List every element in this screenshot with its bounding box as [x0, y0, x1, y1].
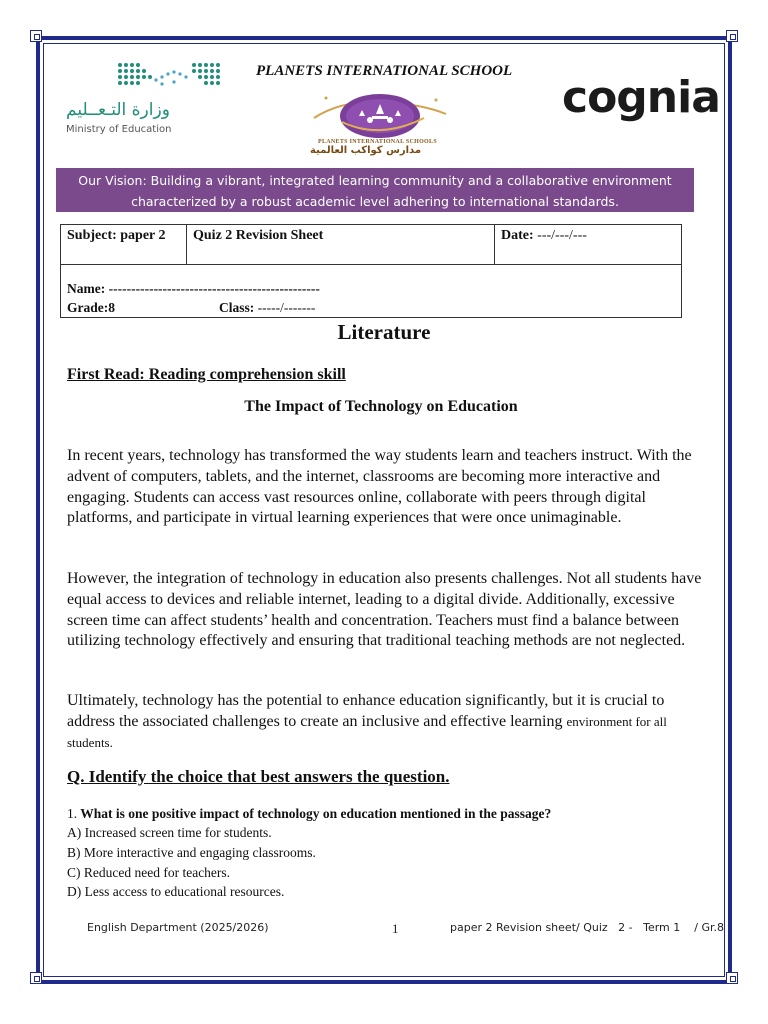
- class-label: Class:: [219, 300, 255, 315]
- grade-field: Grade:8: [67, 300, 115, 315]
- student-info-table: [60, 224, 682, 318]
- class-value: -----/-------: [257, 300, 316, 315]
- question-1-option-b: B) More interactive and engaging classrooms.: [67, 845, 316, 860]
- question-1-option-c: C) Reduced need for teachers.: [67, 865, 231, 880]
- ministry-name-arabic: وزارة التـعــليم: [66, 100, 170, 120]
- question-1: [67, 806, 551, 822]
- footer-page-number: 1: [392, 921, 399, 936]
- question-1-option-a: A) Increased screen time for students.: [67, 825, 272, 840]
- ministry-name-english: Ministry of Education: [66, 124, 172, 135]
- passage-paragraph-1: In recent years, technology has transformed the way students learn and teachers instruct. With the advent of computers, tablets, and the internet, classrooms are becoming more interactive and engaging. Students can access vast resources online, collaborate with peers through digital platforms, and participate in virtual learning experiences that were once unimaginable.: [67, 447, 692, 527]
- date-cell: [495, 225, 681, 264]
- section-title: Literature: [337, 320, 431, 344]
- passage-paragraph-2: However, the integration of technology in education also presents challenges. Not all students have equal access to devices and reliable internet, leading to a digital divide. Additionally, excessive screen time can affect students’ health and concentration. Teachers must find a balance between utilizing technology effectively and ensuring that traditional teaching methods are not neglected.: [67, 570, 702, 650]
- question-instruction: Q. Identify the choice that best answers the question.: [67, 767, 450, 786]
- date-value: ---/---/---: [537, 228, 587, 243]
- border-corner-top-left: [30, 30, 42, 42]
- passage-paragraph-3: [67, 691, 715, 753]
- first-read-heading: First Read: Reading comprehension skill: [67, 366, 346, 383]
- passage-title: The Impact of Technology on Education: [244, 398, 518, 415]
- footer-sheet-info: paper 2 Revision sheet/ Quiz 2 - Term 1 / Gr.8: [450, 921, 724, 934]
- school-logo-text-english: PLANETS INTERNATIONAL SCHOOLS: [318, 139, 437, 145]
- ministry-logo-icon: [116, 60, 222, 90]
- date-label: Date:: [501, 228, 534, 243]
- border-corner-top-right: [726, 30, 738, 42]
- class-field: [219, 300, 315, 316]
- passage-paragraph-3-tail: environment for all students.: [67, 713, 667, 750]
- passage-paragraph-3-main: Ultimately, technology has the potential to enhance education significantly, but it is crucial to address the associated challenges to create an inclusive and effective learning: [67, 692, 665, 730]
- quiz-title-cell: Quiz 2 Revision Sheet: [187, 225, 495, 264]
- info-table-header-row: [61, 225, 681, 265]
- question-1-text: What is one positive impact of technology on education mentioned in the passage?: [80, 806, 552, 821]
- name-field: Name: -----------------------------------------------: [67, 281, 320, 296]
- border-corner-bottom-left: [30, 972, 42, 984]
- footer-department: English Department (2025/2026): [87, 921, 269, 934]
- border-corner-bottom-right: [726, 972, 738, 984]
- cognia-logo: cognia: [562, 72, 720, 123]
- school-logo-text-arabic: مدارس كواكب العالمية: [310, 145, 422, 156]
- school-name: PLANETS INTERNATIONAL SCHOOL: [256, 63, 513, 79]
- subject-cell: Subject: paper 2: [61, 225, 187, 264]
- question-1-number: 1.: [67, 806, 78, 821]
- vision-banner: Our Vision: Building a vibrant, integrated learning community and a collaborative environment characterized by a robust academic level adhering to international standards.: [56, 168, 694, 212]
- question-1-option-d: D) Less access to educational resources.: [67, 884, 285, 899]
- school-logo-icon: [312, 88, 448, 140]
